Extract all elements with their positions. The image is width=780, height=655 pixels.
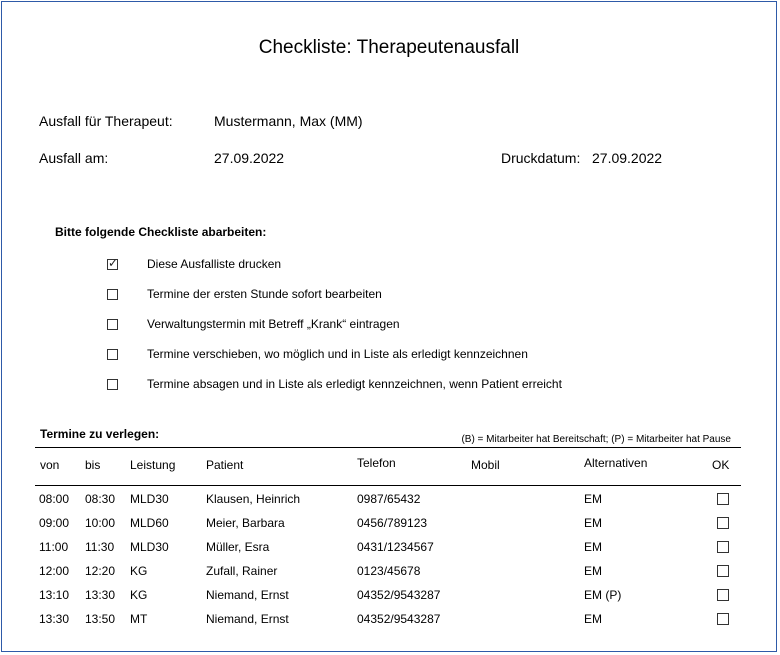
- ok-checkbox[interactable]: [717, 541, 729, 553]
- cell-patient: Zufall, Rainer: [206, 564, 278, 578]
- cell-von: 13:30: [39, 612, 70, 626]
- cell-von: 12:00: [39, 564, 70, 578]
- checklist-item: [107, 316, 400, 332]
- header-top-rule: [35, 447, 741, 448]
- cell-bis: 13:50: [85, 612, 116, 626]
- ok-checkbox[interactable]: [717, 517, 729, 529]
- cell-alternativen: EM: [584, 564, 602, 578]
- ok-checkbox[interactable]: [717, 493, 729, 505]
- checklist-item: [107, 255, 282, 272]
- report-page: [1, 1, 777, 652]
- cell-patient: Niemand, Ernst: [206, 612, 289, 626]
- cell-alternativen: EM: [584, 492, 602, 506]
- checklist-checkbox[interactable]: [107, 255, 119, 270]
- cell-telefon: 0123/45678: [357, 564, 421, 578]
- col-mobil: Mobil: [471, 458, 500, 472]
- ok-checkbox[interactable]: [717, 613, 729, 625]
- checklist-item-label: Diese Ausfalliste drucken: [147, 257, 282, 271]
- page-title: Checkliste: Therapeutenausfall: [258, 37, 520, 58]
- checklist-item: [107, 346, 528, 362]
- cell-von: 11:00: [39, 540, 69, 554]
- cell-von: 08:00: [39, 492, 70, 506]
- cell-patient: Klausen, Heinrich: [206, 492, 301, 506]
- cell-bis: 13:30: [85, 588, 116, 602]
- appointments-heading: Termine zu verlegen:: [40, 427, 160, 441]
- col-alternativen: Alternativen: [584, 456, 648, 470]
- checklist-item-label: Termine absagen und in Liste als erledigt kennzeichnen, wenn Patient erreicht: [147, 377, 562, 391]
- cell-telefon: 0987/65432: [357, 492, 421, 506]
- checklist-item-label: Termine der ersten Stunde sofort bearbeiten: [147, 287, 382, 301]
- checklist-checkbox[interactable]: [107, 319, 118, 330]
- cell-bis: 08:30: [85, 492, 116, 506]
- col-telefon: Telefon: [357, 456, 396, 470]
- absence-date-value: 27.09.2022: [214, 150, 285, 166]
- ok-checkbox[interactable]: [717, 589, 729, 601]
- col-bis: bis: [85, 458, 101, 472]
- cell-alternativen: EM (P): [584, 588, 622, 602]
- table-row: [2, 586, 778, 606]
- checklist-checkbox[interactable]: [107, 289, 118, 300]
- cell-telefon: 04352/9543287: [357, 588, 441, 602]
- cell-leistung: MLD30: [130, 492, 169, 506]
- checklist-item: [107, 286, 382, 302]
- cell-leistung: MLD60: [130, 516, 169, 530]
- table-row: [2, 490, 778, 510]
- col-von: von: [40, 458, 60, 472]
- checklist-item: [107, 376, 562, 392]
- col-leistung: Leistung: [130, 458, 176, 472]
- cell-bis: 12:20: [85, 564, 116, 578]
- cell-patient: Niemand, Ernst: [206, 588, 289, 602]
- ok-checkbox[interactable]: [717, 565, 729, 577]
- cell-patient: Meier, Barbara: [206, 516, 285, 530]
- therapist-label: Ausfall für Therapeut:: [39, 113, 173, 129]
- cell-patient: Müller, Esra: [206, 540, 270, 554]
- checklist-checkbox[interactable]: [107, 349, 118, 360]
- table-row: [2, 538, 778, 558]
- appointments-legend: (B) = Mitarbeiter hat Bereitschaft; (P) = Mitarbeiter hat Pause: [461, 434, 731, 445]
- table-row: [2, 562, 778, 582]
- col-patient: Patient: [206, 458, 244, 472]
- header-bottom-rule: [35, 485, 741, 486]
- cell-telefon: 04352/9543287: [357, 612, 441, 626]
- table-row: [2, 514, 778, 534]
- cell-leistung: MLD30: [130, 540, 169, 554]
- col-ok: OK: [712, 458, 730, 472]
- therapist-value: Mustermann, Max (MM): [214, 113, 363, 129]
- checklist-heading: Bitte folgende Checkliste abarbeiten:: [55, 225, 267, 239]
- cell-alternativen: EM: [584, 540, 602, 554]
- print-date-value: 27.09.2022: [592, 150, 663, 166]
- cell-leistung: MT: [130, 612, 148, 626]
- cell-leistung: KG: [130, 564, 148, 578]
- cell-alternativen: EM: [584, 612, 602, 626]
- checkmark-icon: ✓: [108, 255, 119, 270]
- cell-telefon: 0431/1234567: [357, 540, 434, 554]
- checklist-checkbox[interactable]: [107, 379, 118, 390]
- cell-bis: 11:30: [85, 540, 115, 554]
- checklist-item-label: Verwaltungstermin mit Betreff „Krank“ eintragen: [147, 317, 400, 331]
- absence-date-label: Ausfall am:: [39, 150, 109, 166]
- print-date-label: Druckdatum:: [501, 150, 581, 166]
- checklist-item-label: Termine verschieben, wo möglich und in Liste als erledigt kennzeichnen: [147, 347, 528, 361]
- table-row: [2, 610, 778, 630]
- cell-leistung: KG: [130, 588, 148, 602]
- cell-von: 13:10: [39, 588, 70, 602]
- cell-alternativen: EM: [584, 516, 602, 530]
- cell-bis: 10:00: [85, 516, 116, 530]
- cell-telefon: 0456/789123: [357, 516, 428, 530]
- cell-von: 09:00: [39, 516, 70, 530]
